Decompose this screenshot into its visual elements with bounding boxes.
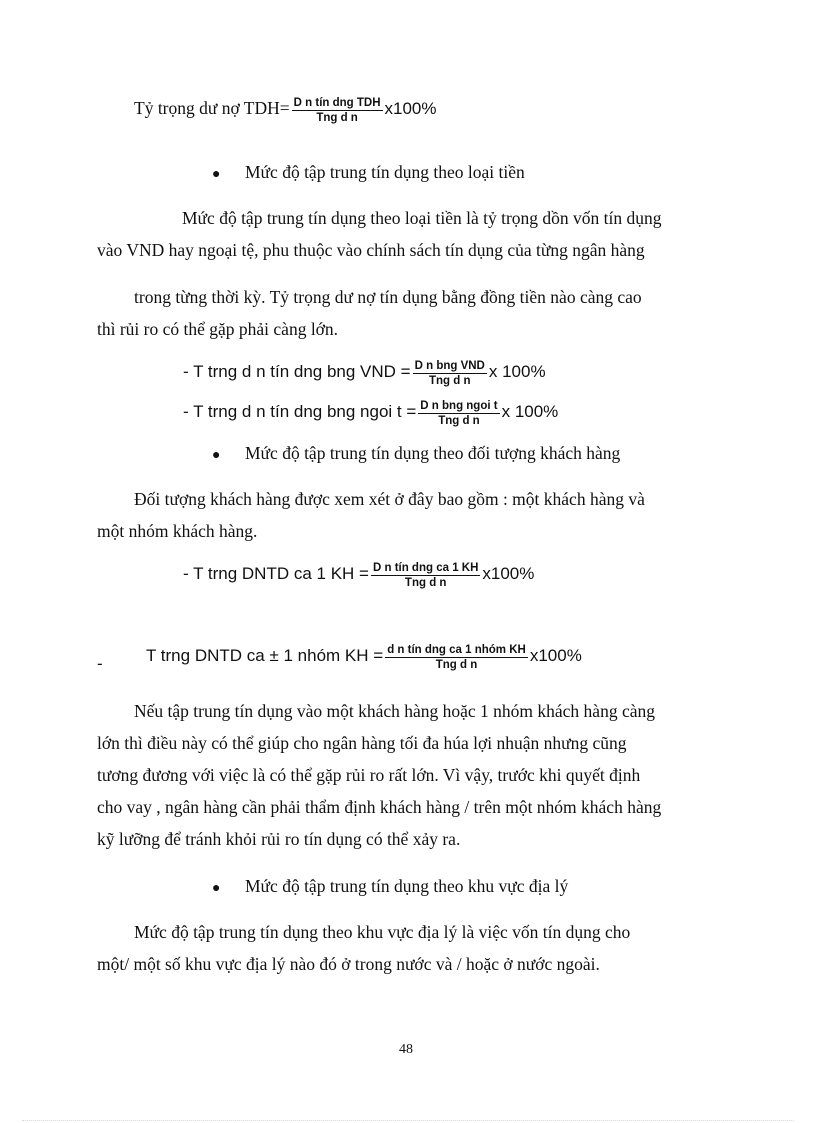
formula-vnd-denominator: Tng d n (428, 375, 471, 387)
formula-single-fraction (371, 561, 480, 590)
bullet-icon: ● (212, 167, 221, 182)
paragraph-customer-line: Đối tượng khách hàng được xem xét ở đây bao gồm : một khách hàng và (134, 489, 645, 509)
bullet-text: Mức độ tập trung tín dụng theo đối tượng khách hàng (245, 443, 621, 463)
formula-foreign-numerator: D n bng ngoi t (420, 400, 498, 412)
paragraph-currency-line: trong từng thời kỳ. Tỷ trọng dư nợ tín dụng bằng đồng tiền nào càng cao (134, 287, 642, 307)
paragraph-risk-line: kỹ lưỡng để tránh khỏi rủi ro tín dụng có thể xảy ra. (97, 829, 461, 849)
paragraph-risk-line: Nếu tập trung tín dụng vào một khách hàng hoặc 1 nhóm khách hàng càng (134, 701, 655, 721)
formula-single-numerator: D n tín dng ca 1 KH (372, 562, 479, 574)
bullet-item-geography (212, 876, 569, 899)
formula-group-label: T trng DNTD ca ± 1 nhóm KH = (146, 646, 384, 666)
formula-tdh-suffix: x100% (384, 99, 437, 119)
formula-foreign-fraction (418, 399, 499, 428)
formula-group-numerator: d n tín dng ca 1 nhóm KH (387, 644, 526, 656)
bullet-icon: ● (212, 881, 221, 896)
formula-vnd-suffix: x 100% (488, 362, 546, 382)
formula-single-customer (183, 561, 534, 590)
formula-vnd-numerator: D n bng VND (414, 360, 485, 372)
page-bottom-divider (22, 1120, 794, 1121)
bullet-item-currency (212, 162, 525, 185)
bullet-text: Mức độ tập trung tín dụng theo loại tiền (245, 162, 525, 182)
page-number: 48 (399, 1042, 413, 1057)
formula-customer-group (146, 643, 582, 672)
formula-group-suffix: x100% (529, 646, 582, 666)
paragraph-geography-line: Mức độ tập trung tín dụng theo khu vực địa lý là việc vốn tín dụng cho (134, 922, 631, 942)
bullet-item-customer (212, 443, 621, 466)
formula-foreign-label: - T trng d n tín dng bng ngoi t = (183, 402, 417, 422)
formula-single-label: - T trng DNTD ca 1 KH = (183, 564, 369, 584)
bullet-icon: ● (212, 448, 221, 463)
paragraph-risk-line: cho vay , ngân hàng cần phải thẩm định khách hàng / trên một nhóm khách hàng (97, 797, 662, 817)
formula-foreign-denominator: Tng d n (438, 415, 480, 427)
formula-group-fraction (385, 643, 528, 672)
formula-group-denominator: Tng d n (435, 659, 478, 671)
formula-vnd-label: - T trng d n tín dng bng VND = (183, 362, 411, 382)
formula-single-denominator: Tng d n (404, 577, 447, 589)
formula-tdh-denominator: Tng d n (316, 112, 358, 124)
formula-tdh-label: Tỷ trọng dư nợ TDH= (134, 98, 290, 119)
formula-foreign-currency (183, 399, 558, 428)
paragraph-currency-line: thì rủi ro có thể gặp phải càng lớn. (97, 319, 339, 339)
formula-vnd-fraction (413, 359, 487, 388)
formula-single-suffix: x100% (482, 564, 535, 584)
formula-vnd (183, 359, 546, 388)
formula-foreign-suffix: x 100% (501, 402, 559, 422)
paragraph-geography-line: một/ một số khu vực địa lý nào đó ở trong nước và / hoặc ở nước ngoài. (97, 954, 600, 974)
paragraph-customer-line: một nhóm khách hàng. (97, 521, 258, 541)
formula-tdh-fraction (292, 96, 383, 125)
formula-tdh (134, 96, 437, 125)
paragraph-currency-line: vào VND hay ngoại tệ, phu thuộc vào chính sách tín dụng của từng ngân hàng (97, 240, 645, 260)
formula-dash: - (97, 654, 103, 673)
formula-tdh-numerator: D n tín dng TDH (293, 97, 381, 109)
bullet-text: Mức độ tập trung tín dụng theo khu vực địa lý (245, 876, 569, 896)
paragraph-currency-line: Mức độ tập trung tín dụng theo loại tiền là tỷ trọng dồn vốn tín dụng (182, 208, 662, 228)
paragraph-risk-line: tương đương với việc là có thể gặp rủi ro rất lớn. Vì vậy, trước khi quyết định (97, 765, 641, 785)
paragraph-risk-line: lớn thì điều này có thể giúp cho ngân hàng tối đa húa lợi nhuận nhưng cũng (97, 733, 627, 753)
